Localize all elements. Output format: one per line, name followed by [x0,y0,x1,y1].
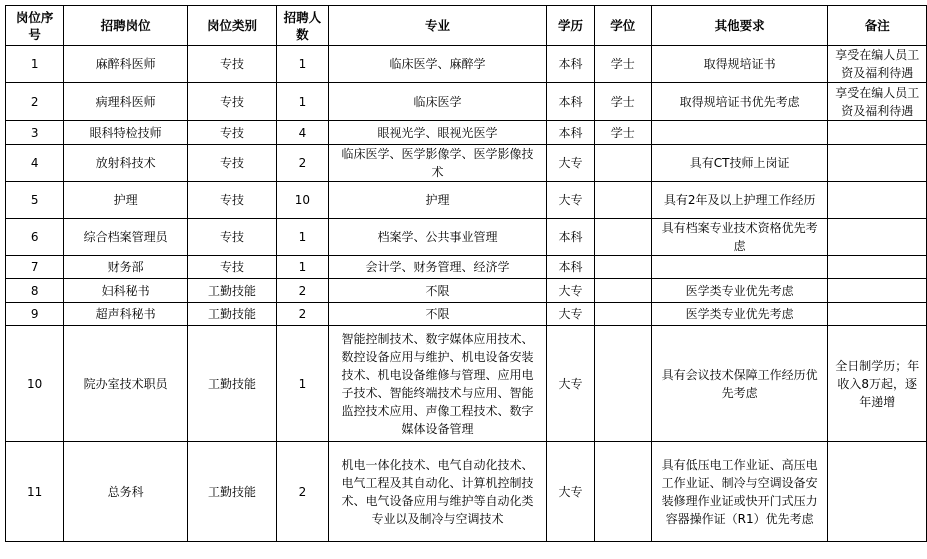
table-row [6,279,927,303]
cell-index: 1 [6,46,64,83]
cell-index: 9 [6,303,64,326]
cell-remarks [828,182,927,219]
cell-remarks [828,121,927,145]
cell-position: 总务科 [64,442,188,542]
cell-index: 7 [6,256,64,279]
cell-position: 财务部 [64,256,188,279]
cell-position: 眼科特检技师 [64,121,188,145]
cell-major: 临床医学、麻醉学 [328,46,547,83]
cell-major: 临床医学、医学影像学、医学影像技术 [328,145,547,182]
cell-degree [594,182,651,219]
cell-education: 大专 [547,279,594,303]
header-cell: 岗位序号 [6,6,64,46]
cell-requirements: 医学类专业优先考虑 [651,279,828,303]
cell-requirements: 取得规培证书优先考虑 [651,83,828,121]
cell-major: 眼视光学、眼视光医学 [328,121,547,145]
cell-index: 4 [6,145,64,182]
cell-education: 大专 [547,303,594,326]
cell-education: 本科 [547,46,594,83]
cell-count: 2 [277,145,328,182]
cell-education: 本科 [547,121,594,145]
cell-category: 工勤技能 [187,442,276,542]
table-row [6,121,927,145]
cell-education: 大专 [547,326,594,442]
cell-degree: 学士 [594,83,651,121]
header-row [6,6,927,46]
header-cell: 学历 [547,6,594,46]
cell-position: 院办室技术职员 [64,326,188,442]
header-cell: 招聘岗位 [64,6,188,46]
cell-index: 2 [6,83,64,121]
cell-education: 本科 [547,256,594,279]
cell-remarks [828,442,927,542]
cell-remarks [828,145,927,182]
cell-category: 专技 [187,121,276,145]
cell-index: 11 [6,442,64,542]
cell-major: 不限 [328,303,547,326]
cell-major: 临床医学 [328,83,547,121]
table-row [6,145,927,182]
cell-position: 护理 [64,182,188,219]
cell-major: 机电一体化技术、电气自动化技术、电气工程及其自动化、计算机控制技术、电气设备应用与维护等自动化类专业以及制冷与空调技术 [328,442,547,542]
cell-count: 1 [277,219,328,256]
cell-category: 专技 [187,83,276,121]
cell-category: 工勤技能 [187,303,276,326]
cell-degree [594,442,651,542]
cell-major: 档案学、公共事业管理 [328,219,547,256]
cell-count: 2 [277,442,328,542]
table-row [6,256,927,279]
header-cell: 其他要求 [651,6,828,46]
cell-major: 智能控制技术、数字媒体应用技术、数控设备应用与维护、机电设备安装技术、机电设备维修与管理、应用电子技术、智能终端技术与应用、智能监控技术应用、声像工程技术、数字媒体设备管理 [328,326,547,442]
cell-position: 综合档案管理员 [64,219,188,256]
cell-remarks: 享受在编人员工资及福利待遇 [828,46,927,83]
cell-degree [594,326,651,442]
cell-degree [594,219,651,256]
cell-position: 麻醉科医师 [64,46,188,83]
cell-degree [594,256,651,279]
cell-requirements: 取得规培证书 [651,46,828,83]
cell-degree: 学士 [594,121,651,145]
cell-count: 1 [277,83,328,121]
cell-remarks [828,279,927,303]
cell-education: 大专 [547,145,594,182]
cell-count: 10 [277,182,328,219]
cell-degree [594,145,651,182]
cell-count: 1 [277,326,328,442]
cell-remarks: 享受在编人员工资及福利待遇 [828,83,927,121]
cell-category: 专技 [187,182,276,219]
table-row [6,46,927,83]
cell-major: 会计学、财务管理、经济学 [328,256,547,279]
cell-education: 大专 [547,182,594,219]
cell-category: 专技 [187,219,276,256]
cell-position: 妇科秘书 [64,279,188,303]
header-cell: 专业 [328,6,547,46]
cell-count: 4 [277,121,328,145]
table-row [6,219,927,256]
table-row [6,442,927,542]
cell-requirements: 具有档案专业技术资格优先考虑 [651,219,828,256]
cell-category: 工勤技能 [187,279,276,303]
cell-requirements: 具有会议技术保障工作经历优先考虑 [651,326,828,442]
cell-requirements: 具有CT技师上岗证 [651,145,828,182]
cell-remarks [828,219,927,256]
cell-remarks [828,303,927,326]
cell-requirements [651,121,828,145]
cell-index: 10 [6,326,64,442]
cell-category: 专技 [187,145,276,182]
cell-education: 本科 [547,83,594,121]
cell-category: 工勤技能 [187,326,276,442]
cell-remarks [828,256,927,279]
cell-count: 2 [277,279,328,303]
cell-category: 专技 [187,46,276,83]
recruitment-table [5,5,927,542]
cell-category: 专技 [187,256,276,279]
cell-major: 护理 [328,182,547,219]
cell-requirements: 具有低压电工作业证、高压电工作业证、制冷与空调设备安装修理作业证或快开门式压力容器操作证（R1）优先考虑 [651,442,828,542]
cell-requirements: 医学类专业优先考虑 [651,303,828,326]
table-row [6,303,927,326]
cell-education: 大专 [547,442,594,542]
cell-index: 6 [6,219,64,256]
cell-index: 5 [6,182,64,219]
cell-position: 超声科秘书 [64,303,188,326]
header-cell: 学位 [594,6,651,46]
cell-position: 病理科医师 [64,83,188,121]
cell-count: 2 [277,303,328,326]
cell-index: 3 [6,121,64,145]
cell-degree [594,279,651,303]
header-cell: 备注 [828,6,927,46]
cell-major: 不限 [328,279,547,303]
table-body [6,46,927,542]
table-row [6,326,927,442]
cell-remarks: 全日制学历；年收入8万起，逐年递增 [828,326,927,442]
table-row [6,182,927,219]
cell-education: 本科 [547,219,594,256]
cell-requirements [651,256,828,279]
header-cell: 岗位类别 [187,6,276,46]
cell-degree [594,303,651,326]
cell-requirements: 具有2年及以上护理工作经历 [651,182,828,219]
cell-count: 1 [277,46,328,83]
cell-position: 放射科技术 [64,145,188,182]
cell-count: 1 [277,256,328,279]
cell-index: 8 [6,279,64,303]
cell-degree: 学士 [594,46,651,83]
header-cell: 招聘人数 [277,6,328,46]
table-row [6,83,927,121]
